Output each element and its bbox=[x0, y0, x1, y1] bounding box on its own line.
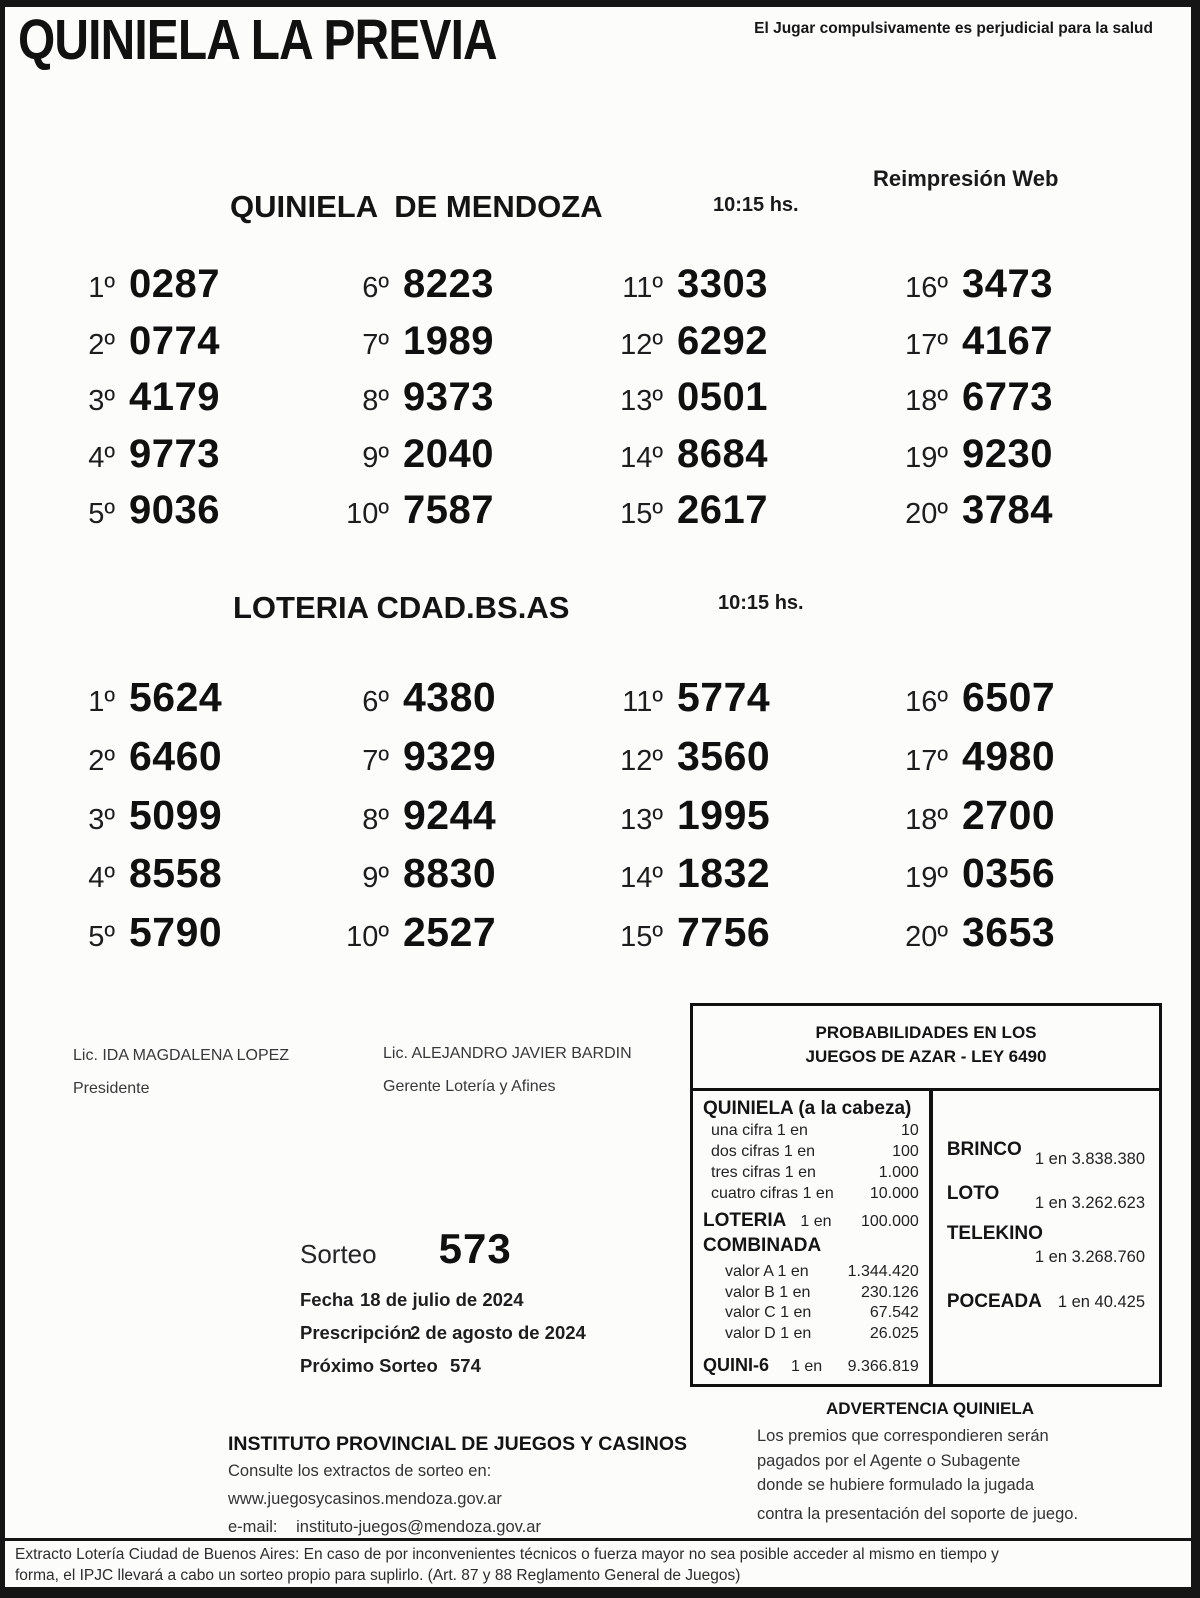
odds-label: cuatro cifras 1 en bbox=[711, 1185, 834, 1202]
odds-row bbox=[703, 1162, 919, 1183]
result-position: 3º bbox=[88, 385, 115, 418]
result-number: 5790 bbox=[129, 909, 223, 956]
email-label: e-mail: bbox=[228, 1518, 278, 1536]
brinco-odds bbox=[947, 1139, 1145, 1169]
official-manager bbox=[383, 1045, 632, 1096]
result-number: 5774 bbox=[677, 674, 771, 720]
advertencia-line: contra la presentación del soporte de juego. bbox=[757, 1504, 1079, 1523]
result-position: 6º bbox=[362, 272, 389, 304]
result-item bbox=[331, 261, 605, 318]
result-number: 2617 bbox=[677, 488, 768, 533]
advertencia-title: ADVERTENCIA QUINIELA bbox=[825, 1399, 1035, 1418]
result-item bbox=[605, 791, 890, 850]
result-number: 0774 bbox=[129, 318, 220, 363]
result-number: 6460 bbox=[129, 732, 223, 779]
page-title: QUINIELA LA PREVIA bbox=[18, 8, 497, 72]
result-position: 15º bbox=[620, 498, 663, 531]
quiniela-odds-rows bbox=[703, 1120, 919, 1204]
result-number: 3303 bbox=[677, 262, 768, 306]
result-item bbox=[890, 732, 1055, 791]
result-number: 5624 bbox=[129, 674, 223, 720]
result-number: 0287 bbox=[129, 262, 220, 306]
result-position: 2º bbox=[88, 744, 115, 777]
probabilities-body bbox=[693, 1091, 1159, 1384]
telekino-odds bbox=[947, 1223, 1145, 1267]
result-number: 2700 bbox=[962, 791, 1056, 838]
result-position: 14º bbox=[620, 862, 663, 895]
result-item bbox=[890, 849, 1055, 908]
result-position: 13º bbox=[620, 803, 663, 836]
advertencia-line: Los premios que correspondieren serán bbox=[757, 1427, 1049, 1445]
result-item bbox=[605, 673, 890, 732]
result-position: 10º bbox=[346, 921, 389, 954]
result-item bbox=[57, 732, 331, 791]
result-number: 0501 bbox=[677, 375, 768, 420]
result-item bbox=[890, 374, 1053, 431]
odds-row bbox=[703, 1324, 919, 1345]
result-item bbox=[331, 374, 605, 431]
sorteo-proximo-row bbox=[300, 1355, 586, 1377]
result-number: 5099 bbox=[129, 791, 223, 838]
result-number: 4179 bbox=[129, 375, 220, 420]
result-item bbox=[57, 261, 331, 318]
health-warning: El Jugar compulsivamente es perjudicial para la salud bbox=[754, 20, 1153, 37]
result-position: 15º bbox=[620, 921, 663, 954]
odds-label: tres cifras 1 en bbox=[711, 1164, 816, 1181]
official-president bbox=[73, 1047, 289, 1098]
loteria-odds-row bbox=[703, 1210, 919, 1232]
footer-separator bbox=[5, 1538, 1191, 1541]
result-position: 7º bbox=[362, 744, 389, 777]
brinco-label: BRINCO bbox=[946, 1139, 1022, 1160]
result-number: 1995 bbox=[677, 791, 771, 838]
probabilities-box bbox=[690, 1003, 1162, 1387]
quini6-value: 9.366.819 bbox=[847, 1358, 919, 1375]
bsas-results-grid bbox=[57, 673, 1055, 967]
combinada-odds-rows bbox=[703, 1262, 919, 1344]
result-item bbox=[331, 791, 605, 850]
footer-note-line2: forma, el IPJC llevará a cabo un sorteo propio para suplirlo. (Art. 87 y 88 Reglamento General de Juegos) bbox=[15, 1566, 741, 1584]
odds-row bbox=[703, 1120, 919, 1141]
loteria-value: 100.000 bbox=[860, 1213, 919, 1230]
advertencia-block bbox=[745, 1399, 1115, 1526]
probabilities-title-line2: JUEGOS DE AZAR - LEY 6490 bbox=[805, 1047, 1047, 1066]
result-position: 13º bbox=[620, 385, 663, 418]
result-item bbox=[890, 673, 1055, 732]
poceada-value: 1 en 40.425 bbox=[1057, 1293, 1145, 1311]
section-title-mendoza: QUINIELA DE MENDOZA bbox=[230, 189, 603, 224]
institute-email-line bbox=[228, 1518, 687, 1537]
result-position: 3º bbox=[88, 803, 115, 836]
result-item bbox=[331, 849, 605, 908]
result-number: 7587 bbox=[403, 488, 494, 533]
result-number: 7756 bbox=[677, 909, 771, 956]
result-position: 9º bbox=[362, 862, 389, 895]
result-number: 3653 bbox=[962, 909, 1056, 956]
odds-row bbox=[703, 1141, 919, 1162]
result-number: 1989 bbox=[403, 318, 494, 363]
result-item bbox=[890, 487, 1053, 544]
result-item bbox=[57, 431, 331, 488]
result-item bbox=[605, 487, 890, 544]
result-number: 3560 bbox=[677, 732, 771, 779]
result-item bbox=[57, 487, 331, 544]
odds-value: 100 bbox=[892, 1143, 919, 1160]
telekino-value: 1 en 3.268.760 bbox=[1034, 1248, 1145, 1266]
result-position: 5º bbox=[88, 921, 115, 954]
result-item bbox=[605, 908, 890, 967]
footer-note-line1: Extracto Lotería Ciudad de Buenos Aires: En caso de por inconvenientes técnicos o fuerza mayor no sea posible acceder al mismo en tiempo y bbox=[15, 1546, 999, 1563]
institute-consult-line: Consulte los extractos de sorteo en: bbox=[228, 1462, 492, 1480]
odds-value: 1.344.420 bbox=[847, 1263, 919, 1280]
result-position: 1º bbox=[88, 686, 115, 718]
result-position: 8º bbox=[362, 803, 389, 836]
odds-value: 10.000 bbox=[869, 1185, 919, 1202]
result-position: 11º bbox=[622, 272, 663, 304]
result-item bbox=[605, 261, 890, 318]
result-item bbox=[605, 431, 890, 488]
odds-label: valor C 1 en bbox=[725, 1304, 812, 1321]
loteria-mid: 1 en bbox=[800, 1213, 832, 1230]
odds-label: valor B 1 en bbox=[725, 1283, 811, 1301]
result-position: 11º bbox=[622, 686, 663, 718]
loteria-label: LOTERIA bbox=[703, 1210, 787, 1231]
advertencia-line: pagados por el Agente o Subagente bbox=[757, 1451, 1021, 1470]
proximo-label: Próximo Sorteo bbox=[300, 1355, 438, 1376]
email-address: instituto-juegos@mendoza.gov.ar bbox=[296, 1518, 541, 1536]
result-number: 6292 bbox=[677, 318, 768, 363]
odds-row bbox=[703, 1283, 919, 1304]
loto-value: 1 en 3.262.623 bbox=[1034, 1194, 1145, 1212]
sorteo-number-row bbox=[300, 1225, 586, 1273]
odds-value: 67.542 bbox=[869, 1304, 919, 1321]
result-number: 4380 bbox=[403, 674, 497, 720]
result-position: 20º bbox=[905, 498, 948, 531]
result-item bbox=[57, 374, 331, 431]
result-number: 9244 bbox=[403, 791, 497, 838]
quini6-mid: 1 en bbox=[791, 1358, 823, 1375]
result-position: 2º bbox=[88, 328, 115, 361]
section-time-bsas: 10:15 hs. bbox=[718, 592, 804, 614]
quini6-odds-row bbox=[703, 1354, 919, 1376]
institute-name: INSTITUTO PROVINCIAL DE JUEGOS Y CASINOS bbox=[228, 1433, 688, 1455]
result-item bbox=[890, 261, 1053, 318]
result-position: 8º bbox=[362, 385, 389, 418]
odds-value: 230.126 bbox=[860, 1283, 919, 1301]
result-item bbox=[605, 318, 890, 375]
odds-label: una cifra 1 en bbox=[711, 1122, 808, 1139]
result-item bbox=[331, 431, 605, 488]
odds-label: valor A 1 en bbox=[725, 1263, 809, 1280]
result-item bbox=[890, 431, 1053, 488]
mendoza-results-grid bbox=[57, 261, 1053, 544]
combinada-heading: COMBINADA bbox=[703, 1235, 822, 1256]
result-number: 8223 bbox=[403, 262, 494, 306]
result-position: 10º bbox=[346, 498, 389, 531]
result-item bbox=[57, 791, 331, 850]
result-item bbox=[331, 732, 605, 791]
result-number: 3784 bbox=[962, 488, 1053, 533]
result-position: 19º bbox=[905, 862, 948, 895]
quini6-label: QUINI-6 bbox=[703, 1355, 770, 1375]
fecha-label: Fecha bbox=[300, 1289, 354, 1310]
section-time-mendoza: 10:15 hs. bbox=[713, 194, 799, 216]
result-item bbox=[605, 732, 890, 791]
sorteo-fecha-row bbox=[300, 1289, 586, 1311]
advertencia-lines bbox=[745, 1424, 1115, 1526]
sorteo-label: Sorteo bbox=[300, 1239, 377, 1269]
result-position: 6º bbox=[362, 686, 389, 718]
probabilities-right-column bbox=[933, 1091, 1159, 1384]
loto-label: LOTO bbox=[946, 1183, 1000, 1204]
poceada-odds bbox=[947, 1291, 1145, 1313]
fecha-value: 18 de julio de 2024 bbox=[360, 1289, 524, 1310]
result-number: 8830 bbox=[403, 850, 497, 897]
result-position: 12º bbox=[620, 328, 663, 361]
result-number: 9230 bbox=[962, 431, 1053, 476]
proximo-value: 574 bbox=[450, 1355, 481, 1376]
result-item bbox=[57, 673, 331, 732]
odds-value: 10 bbox=[901, 1122, 919, 1139]
result-position: 20º bbox=[905, 921, 948, 954]
odds-label: valor D 1 en bbox=[725, 1324, 812, 1342]
result-position: 18º bbox=[905, 803, 948, 836]
result-number: 3473 bbox=[962, 262, 1053, 306]
official-name: Lic. IDA MAGDALENA LOPEZ bbox=[73, 1047, 290, 1064]
result-position: 4º bbox=[88, 441, 115, 474]
result-position: 18º bbox=[905, 385, 948, 418]
result-number: 4167 bbox=[962, 318, 1053, 363]
sorteo-info bbox=[300, 1225, 586, 1377]
result-number: 9373 bbox=[403, 375, 494, 420]
result-item bbox=[57, 908, 331, 967]
result-item bbox=[57, 849, 331, 908]
reprint-label: Reimpresión Web bbox=[873, 166, 1059, 191]
section-title-bsas: LOTERIA CDAD.BS.AS bbox=[233, 590, 570, 625]
telekino-label: TELEKINO bbox=[946, 1223, 1043, 1244]
odds-value: 1.000 bbox=[878, 1164, 919, 1181]
prescripcion-label: Prescripción bbox=[300, 1322, 413, 1343]
result-number: 2040 bbox=[403, 431, 494, 476]
official-role: Gerente Lotería y Afines bbox=[383, 1078, 556, 1095]
result-position: 4º bbox=[88, 862, 115, 895]
official-name: Lic. ALEJANDRO JAVIER BARDIN bbox=[383, 1045, 632, 1062]
result-item bbox=[605, 374, 890, 431]
probabilities-title-line1: PROBABILIDADES EN LOS bbox=[815, 1023, 1037, 1042]
result-position: 17º bbox=[905, 328, 948, 361]
result-position: 17º bbox=[905, 744, 948, 777]
institute-website: www.juegosycasinos.mendoza.gov.ar bbox=[228, 1490, 502, 1508]
result-position: 12º bbox=[620, 744, 663, 777]
result-number: 4980 bbox=[962, 732, 1056, 779]
institute-info bbox=[228, 1433, 687, 1537]
result-number: 8684 bbox=[677, 431, 768, 476]
result-item bbox=[331, 908, 605, 967]
result-position: 9º bbox=[362, 441, 389, 474]
sorteo-number: 573 bbox=[438, 1225, 512, 1272]
result-number: 9329 bbox=[403, 732, 497, 779]
result-item bbox=[890, 791, 1055, 850]
result-number: 0356 bbox=[962, 850, 1056, 897]
official-role: Presidente bbox=[73, 1080, 150, 1097]
odds-value: 26.025 bbox=[869, 1324, 919, 1342]
result-number: 6507 bbox=[962, 674, 1056, 720]
result-number: 2527 bbox=[403, 909, 497, 956]
prescripcion-value: 2 de agosto de 2024 bbox=[410, 1322, 586, 1343]
result-item bbox=[890, 318, 1053, 375]
poceada-label: POCEADA bbox=[946, 1291, 1042, 1312]
brinco-value: 1 en 3.838.380 bbox=[1034, 1150, 1145, 1168]
result-position: 16º bbox=[905, 686, 948, 718]
probabilities-left-column bbox=[693, 1091, 933, 1384]
result-item bbox=[890, 908, 1055, 967]
result-position: 1º bbox=[88, 272, 115, 304]
result-position: 19º bbox=[905, 441, 948, 474]
advertencia-line: donde se hubiere formulado la jugada bbox=[757, 1476, 1035, 1494]
result-item bbox=[331, 673, 605, 732]
result-number: 9036 bbox=[129, 488, 220, 533]
footer-note bbox=[15, 1545, 1183, 1586]
result-position: 16º bbox=[905, 272, 948, 304]
result-number: 8558 bbox=[129, 850, 223, 897]
sorteo-prescripcion-row bbox=[300, 1322, 586, 1344]
probabilities-title bbox=[693, 1006, 1159, 1091]
result-position: 14º bbox=[620, 441, 663, 474]
result-number: 1832 bbox=[677, 850, 771, 897]
result-item bbox=[331, 487, 605, 544]
loto-odds bbox=[947, 1183, 1145, 1213]
result-position: 7º bbox=[362, 328, 389, 361]
odds-row bbox=[703, 1262, 919, 1283]
result-position: 5º bbox=[88, 498, 115, 531]
result-item bbox=[57, 318, 331, 375]
odds-row bbox=[703, 1303, 919, 1324]
result-number: 6773 bbox=[962, 375, 1053, 420]
odds-label: dos cifras 1 en bbox=[711, 1143, 816, 1160]
result-number: 9773 bbox=[129, 431, 220, 476]
odds-row bbox=[703, 1183, 919, 1204]
result-item bbox=[605, 849, 890, 908]
result-item bbox=[331, 318, 605, 375]
quiniela-heading: QUINIELA (a la cabeza) bbox=[703, 1098, 912, 1119]
